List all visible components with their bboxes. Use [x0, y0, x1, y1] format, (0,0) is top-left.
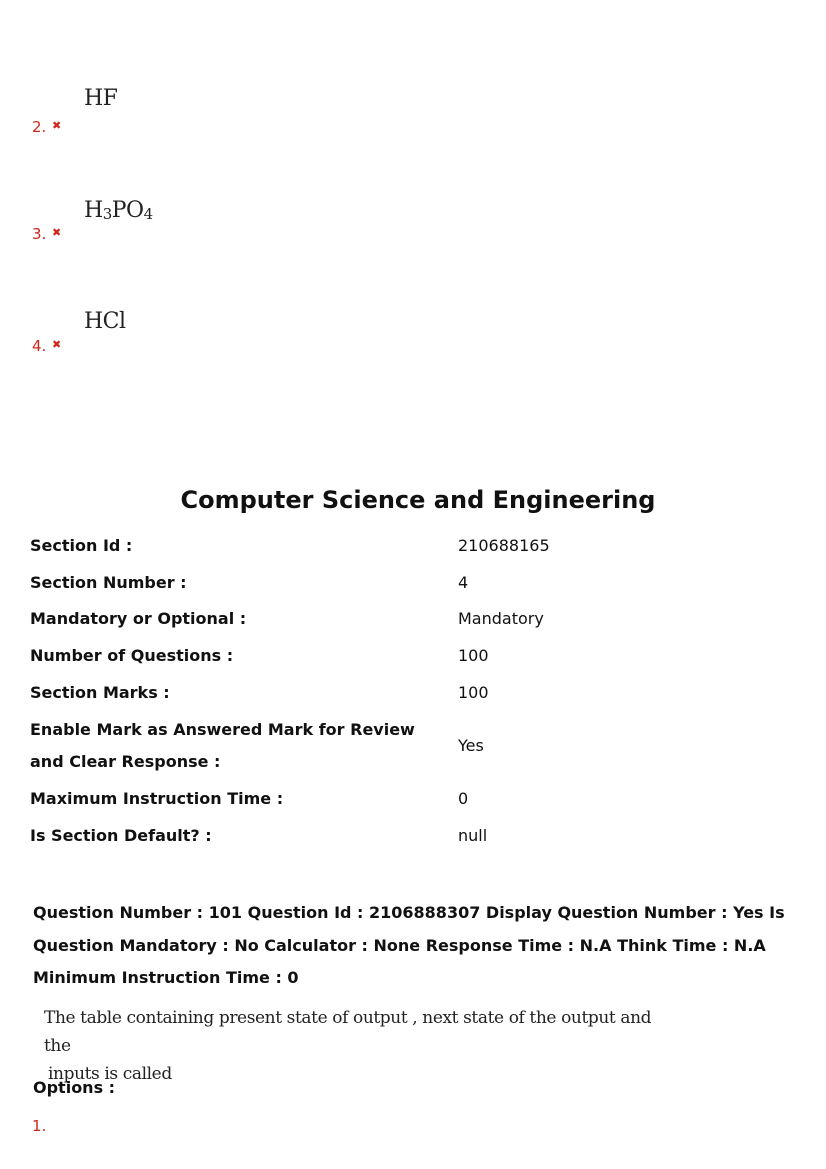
option-2-formula: HF [84, 86, 118, 111]
option-4-formula: HCl [84, 309, 126, 334]
row-value: 100 [458, 683, 489, 702]
option-1-number: 1. [32, 1117, 47, 1135]
row-value: 0 [458, 789, 469, 808]
section-title: Computer Science and Engineering [180, 486, 656, 514]
wrong-mark-icon: ✖ [52, 338, 62, 351]
row-value: 100 [458, 646, 489, 665]
wrong-mark-icon: ✖ [52, 226, 62, 239]
wrong-mark-icon: ✖ [52, 119, 62, 132]
row-label: Section Number : [30, 573, 187, 592]
row-value: Yes [458, 736, 484, 755]
question-text-line2: inputs is called [48, 1064, 172, 1084]
option-3-number: 3. [32, 225, 47, 243]
question-text [44, 1004, 664, 1088]
row-label: Section Id : [30, 536, 133, 555]
row-label: Mandatory or Optional : [30, 609, 247, 628]
option-3-formula: $H_3PO_4$ [84, 198, 153, 223]
option-4-number: 4. [32, 337, 47, 355]
row-label: Maximum Instruction Time : [30, 789, 284, 808]
row-label: Is Section Default? : [30, 826, 212, 845]
option-2-number: 2. [32, 118, 47, 136]
row-value: 4 [458, 573, 469, 592]
row-value: null [458, 826, 488, 845]
row-value: Mandatory [458, 609, 544, 628]
question-text-line1: The table containing present state of output , next state of the output and the [44, 1008, 652, 1056]
options-label: Options : [33, 1078, 116, 1097]
row-value: 210688165 [458, 536, 550, 555]
row-label: Number of Questions : [30, 646, 234, 665]
row-label: Enable Mark as Answered Mark for Review and Clear Response : [30, 720, 415, 771]
row-label: Section Marks : [30, 683, 170, 702]
question-meta: Question Number : 101 Question Id : 2106888307 Display Question Number : Yes Is Question Mandatory : No Calculator : None Response Time : N.A Think Time : N.A Minimum Instruction Time : 0 [33, 903, 785, 987]
